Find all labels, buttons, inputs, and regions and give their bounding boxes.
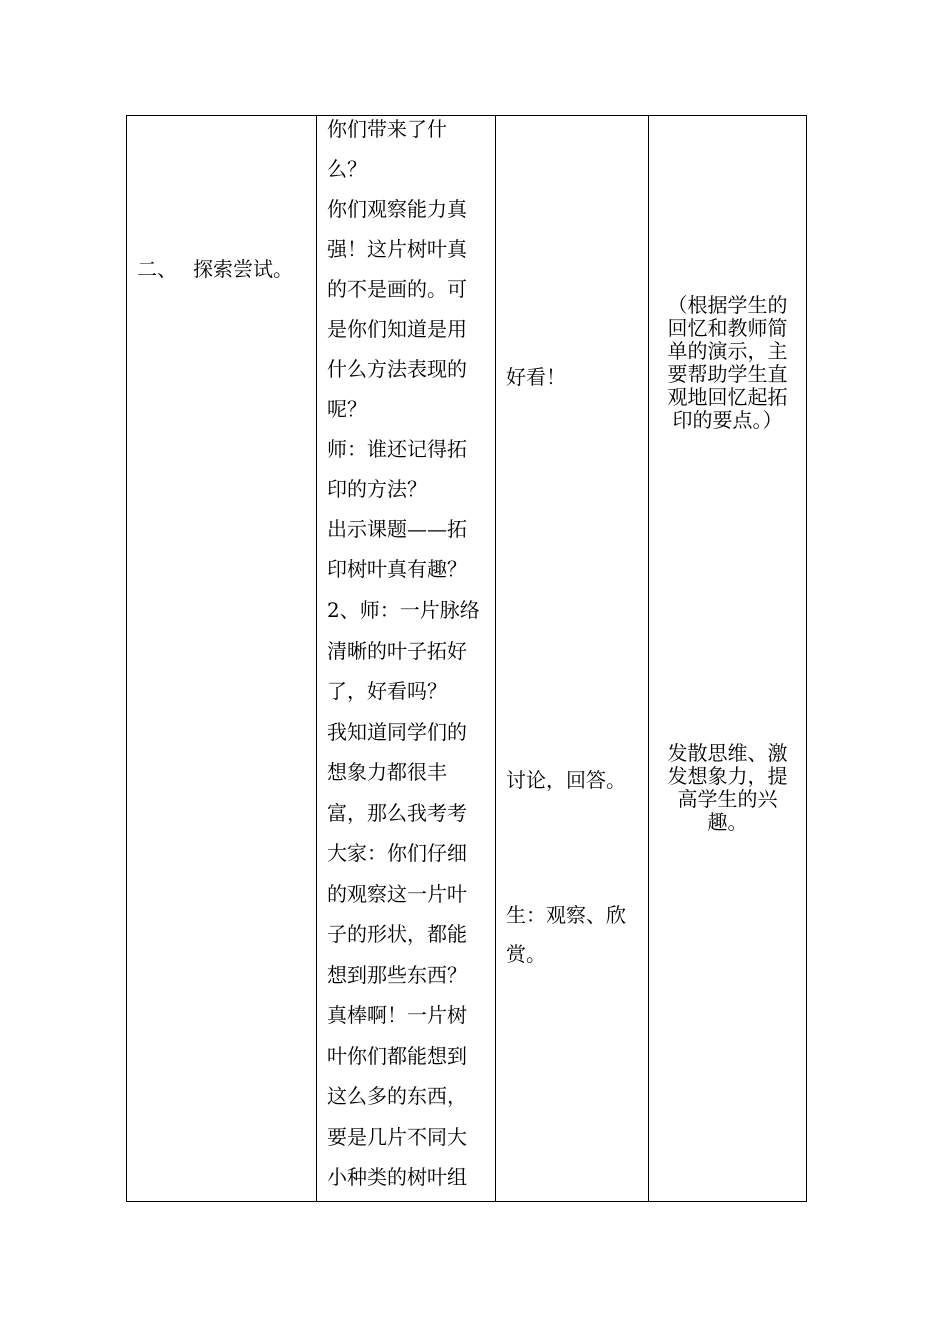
lesson-plan-table [126, 115, 807, 1202]
teacher-line: 师：谁还记得拓 [327, 437, 467, 461]
teacher-line: 是你们知道是用 [327, 317, 467, 341]
teacher-line: 印树叶真有趣？ [327, 557, 467, 581]
column-divider-1 [316, 116, 317, 1201]
note-line: 发散思维、激 [667, 741, 788, 765]
teacher-line: 我知道同学们的 [327, 720, 467, 744]
teacher-line: 这么多的东西， [327, 1084, 467, 1108]
note-line: 高学生的兴 [677, 787, 778, 811]
teacher-line: 出示课题——拓 [327, 517, 467, 541]
teacher-line: 子的形状，都能 [327, 922, 467, 946]
column-divider-3 [648, 116, 649, 1201]
note-line: 观地回忆起拓 [667, 385, 788, 409]
teacher-line: 想象力都很丰 [327, 760, 447, 784]
teacher-line: 叶你们都能想到 [327, 1044, 467, 1068]
student-answer-2: 讨论，回答。 [506, 768, 626, 792]
stage-name: 探索尝试。 [193, 257, 293, 281]
teacher-line: 2、师：一片脉络 [327, 598, 480, 622]
teacher-line: 要是几片不同大 [327, 1125, 467, 1149]
stage-number: 二、 [137, 257, 177, 281]
teacher-line: 呢？ [327, 397, 367, 421]
teacher-line: 的观察这一片叶 [327, 882, 467, 906]
teacher-line: 你们观察能力真 [327, 197, 467, 221]
teacher-line: 强！这片树叶真 [327, 237, 467, 261]
note-line: 回忆和教师简 [667, 316, 788, 340]
teacher-line: 富，那么我考考 [327, 801, 467, 825]
teacher-line: 你们带来了什 [327, 117, 447, 141]
note-line: 要帮助学生直 [667, 362, 788, 386]
note-line: 趣。 [707, 810, 748, 834]
student-answer-3-line-2: 赏。 [506, 942, 546, 966]
student-answer-3-line-1: 生：观察、欣 [506, 903, 626, 927]
teacher-line: 什么方法表现的 [327, 357, 467, 381]
teacher-line: 想到那些东西？ [327, 963, 467, 987]
teacher-line: 的不是画的。可 [327, 277, 467, 301]
column-divider-2 [495, 116, 496, 1201]
teacher-line: 小种类的树叶组 [327, 1165, 467, 1189]
teacher-line: 印的方法？ [327, 477, 427, 501]
note-line: 发想象力，提 [667, 764, 788, 788]
note-line: 单的演示，主 [667, 339, 788, 363]
teacher-line: 大家：你们仔细 [327, 841, 467, 865]
student-answer-1: 好看！ [506, 365, 566, 389]
teacher-line: 真棒啊！一片树 [327, 1003, 467, 1027]
note-line: （根据学生的 [667, 293, 788, 317]
note-line: 印的要点。） [672, 408, 783, 432]
teacher-line: 清晰的叶子拓好 [327, 639, 467, 663]
teacher-line: 了，好看吗？ [327, 679, 447, 703]
teacher-line: 么？ [327, 157, 367, 181]
